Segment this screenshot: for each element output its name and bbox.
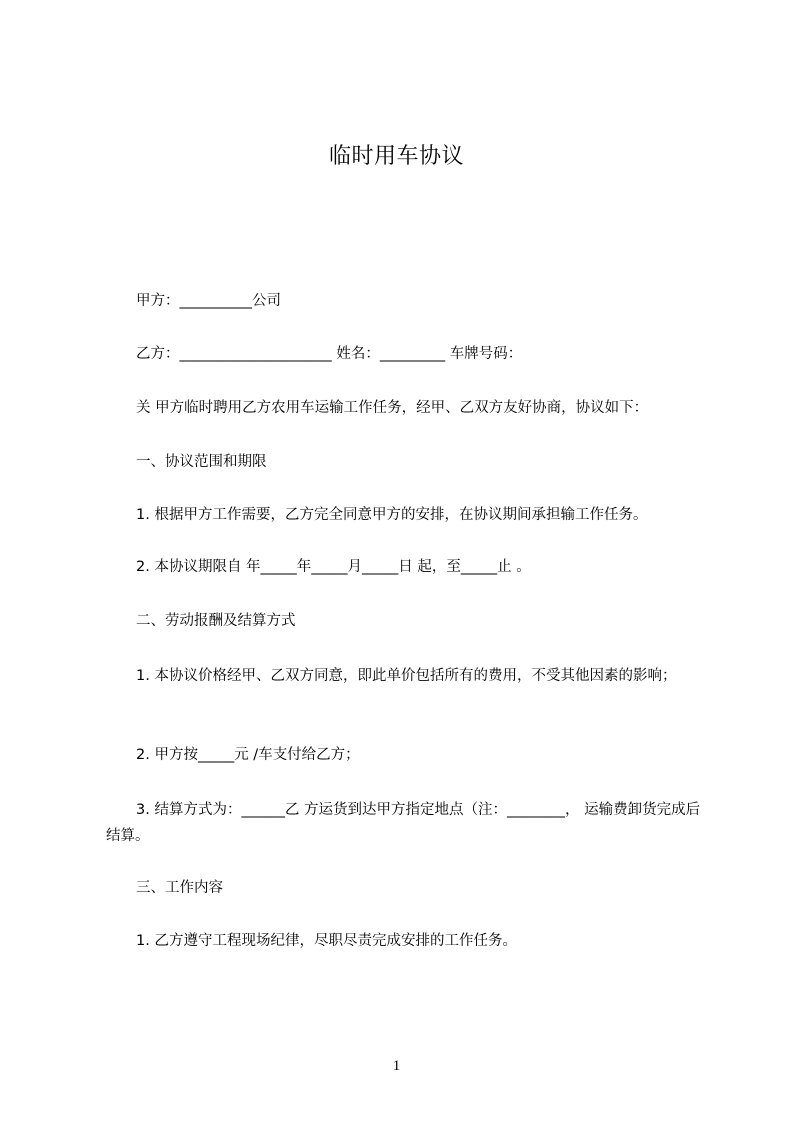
section3-heading: 三、工作内容 [136,880,223,896]
section2-item2: 2. 甲方按_____元 /车支付给乙方； [136,747,360,763]
section3-item1: 1. 乙方遵守工程现场纪律，尽职尽责完成安排的工作任务。 [136,933,517,949]
party-a-line: 甲方：__________公司 [136,293,281,309]
document-title: 临时用车协议 [328,144,464,169]
section1-item2: 2. 本协议期限自 年_____年_____月_____日 起，至_____止 。 [136,559,531,575]
section1-item1: 1. 根据甲方工作需要，乙方完全同意甲方的安排，在协议期间承担输工作任务。 [136,507,648,523]
section2-item1: 1. 本协议价格经甲、乙双方同意，即此单价包括所有的费用，不受其他因素的影响； [136,668,677,684]
section1-heading: 一、协议范围和期限 [136,454,267,470]
page-number: 1 [392,1058,401,1074]
section2-item3: 3. 结算方式为：______乙 方运货到达甲方指定地点（注：________， 运输费卸货完成后结算。 [106,802,701,844]
section2-heading: 二、劳动报酬及结算方式 [136,613,296,629]
preamble-line: 关 甲方临时聘用乙方农用车运输工作任务，经甲、乙双方友好协商，协议如下： [136,400,649,416]
party-b-line: 乙方：_____________________ 姓名：_________ 车牌号码： [136,346,523,362]
